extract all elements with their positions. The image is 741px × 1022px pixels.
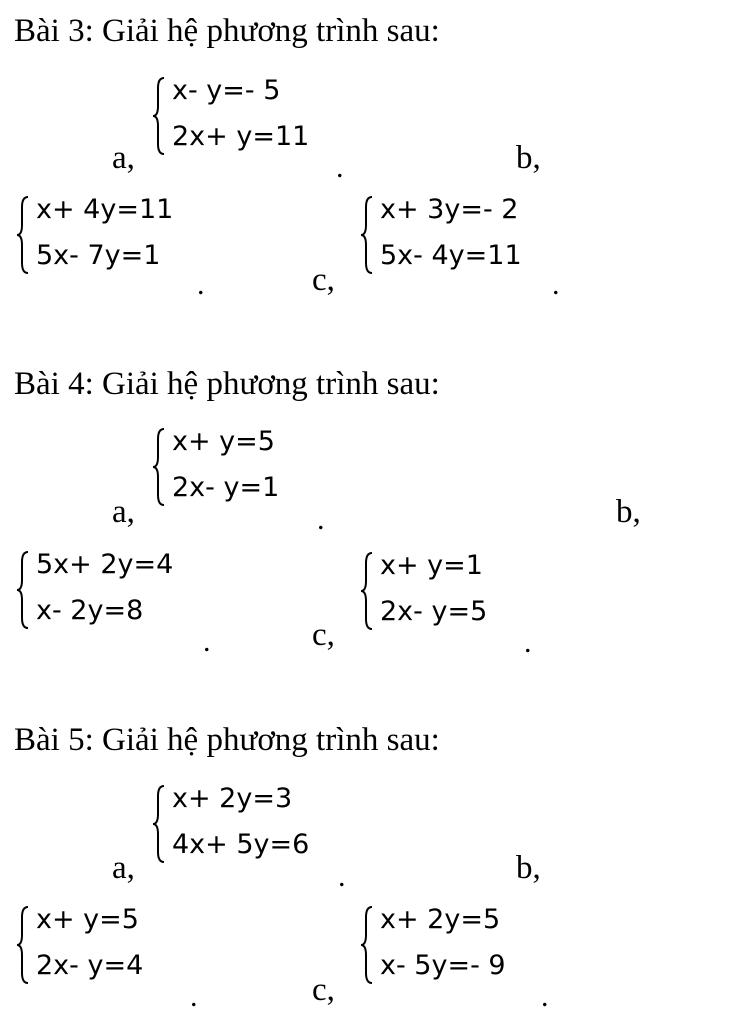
equation-1: x+ y=5 <box>172 426 275 457</box>
equation-1: x+ 2y=5 <box>380 904 501 935</box>
left-brace-icon <box>360 195 374 275</box>
period: . <box>197 268 205 301</box>
equation-2: 2x- y=1 <box>172 472 280 503</box>
equation-1: 5x+ 2y=4 <box>36 549 174 580</box>
exercise-5-heading: Bài 5: Giải hệ phương trình sau: <box>14 722 440 758</box>
left-brace-icon <box>152 784 166 864</box>
period: . <box>524 626 532 659</box>
exercise-3-label-a: a, <box>112 140 135 176</box>
left-brace-icon <box>16 550 30 630</box>
equation-1: x+ y=5 <box>36 904 139 935</box>
period: . <box>541 980 549 1013</box>
left-brace-icon <box>360 905 374 985</box>
left-brace-icon <box>360 551 374 631</box>
period: . <box>336 151 344 184</box>
period: . <box>203 625 211 658</box>
equation-2: 5x- 4y=11 <box>380 240 522 271</box>
equation-1: x+ 2y=3 <box>172 783 293 814</box>
equation-1: x- y=- 5 <box>172 75 281 106</box>
equation-2: x- 5y=- 9 <box>380 950 506 981</box>
left-brace-icon <box>152 76 166 156</box>
equation-1: x+ y=1 <box>380 550 483 581</box>
equation-1: x+ 3y=- 2 <box>380 194 519 225</box>
exercise-3-heading: Bài 3: Giải hệ phương trình sau: <box>14 13 440 49</box>
equation-2: x- 2y=8 <box>36 595 144 626</box>
exercise-4-label-b: b, <box>616 494 641 530</box>
exercise-4-label-c: c, <box>312 617 335 653</box>
period: . <box>552 268 560 301</box>
equation-2: 2x+ y=11 <box>172 121 310 152</box>
left-brace-icon <box>152 427 166 507</box>
equation-2: 4x+ 5y=6 <box>172 829 310 860</box>
exercise-4-label-a: a, <box>112 494 135 530</box>
equation-2: 2x- y=4 <box>36 950 144 981</box>
left-brace-icon <box>16 195 30 275</box>
exercise-5-label-b: b, <box>516 850 541 886</box>
period: . <box>317 503 325 536</box>
exercise-3-label-c: c, <box>312 262 335 298</box>
period: . <box>190 980 198 1013</box>
exercise-5-label-c: c, <box>312 972 335 1008</box>
equation-2: 5x- 7y=1 <box>36 240 161 271</box>
exercise-4-heading: Bài 4: Giải hệ phương trình sau: <box>14 366 440 402</box>
equation-1: x+ 4y=11 <box>36 194 174 225</box>
exercise-5-label-a: a, <box>112 850 135 886</box>
left-brace-icon <box>16 905 30 985</box>
period: . <box>338 860 346 893</box>
exercise-3-label-b: b, <box>516 140 541 176</box>
equation-2: 2x- y=5 <box>380 596 488 627</box>
